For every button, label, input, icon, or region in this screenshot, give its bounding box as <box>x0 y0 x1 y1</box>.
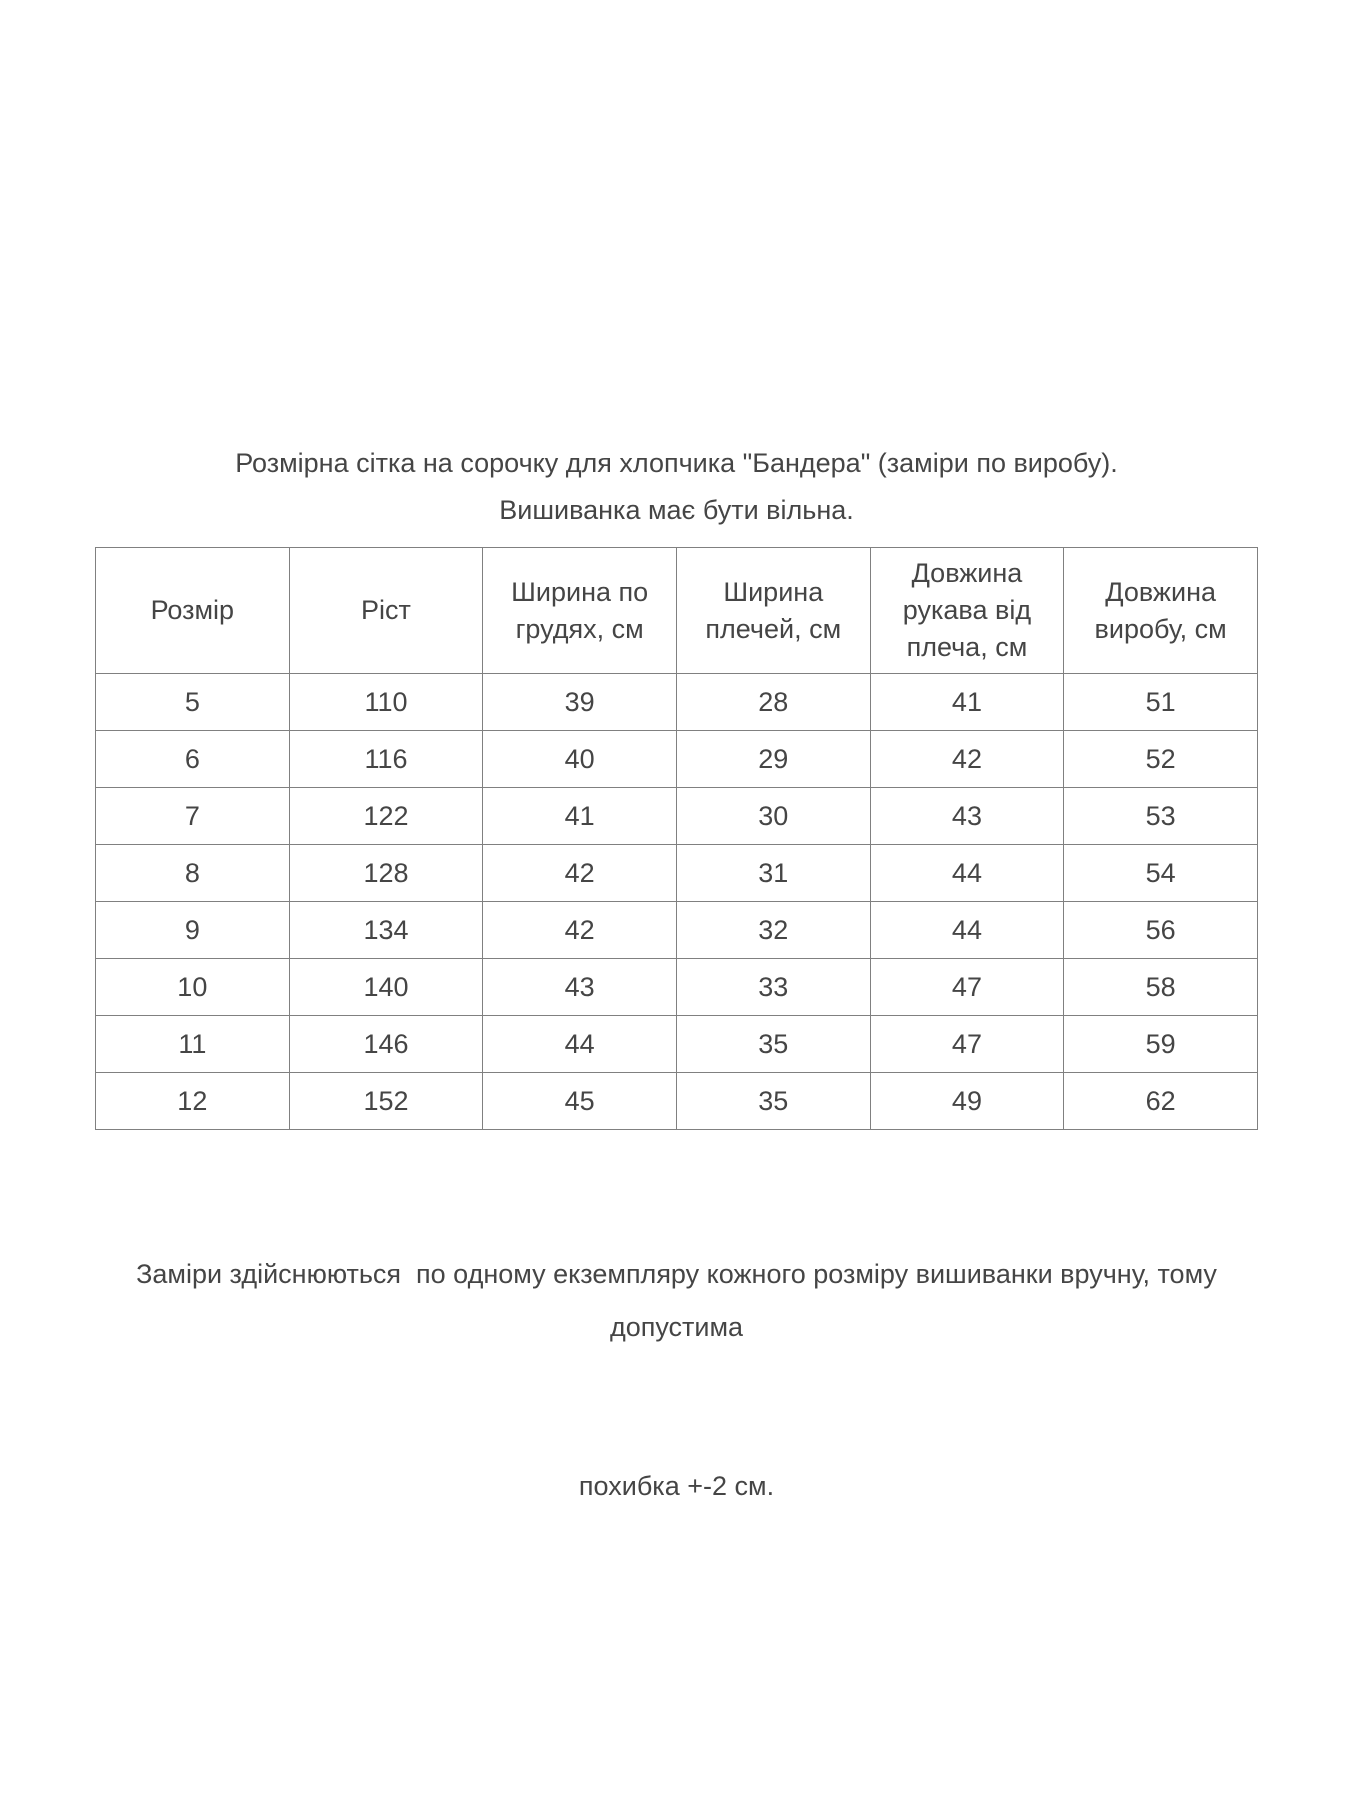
cell-height: 116 <box>289 731 483 788</box>
header-line: Розмір <box>150 595 235 625</box>
cell-sleeve-length: 43 <box>870 788 1064 845</box>
cell-size: 6 <box>96 731 290 788</box>
measurement-note <box>95 1142 1258 1619</box>
header-line: плеча, см <box>906 632 1028 662</box>
header-product-length <box>1064 548 1258 674</box>
header-line: Довжина <box>1105 576 1216 607</box>
cell-sleeve-length: 47 <box>870 959 1064 1016</box>
cell-chest-width: 40 <box>483 731 677 788</box>
title-line-1: Розмірна сітка на сорочку для хлопчика "Бандера" (заміри по виробу). <box>235 448 1118 478</box>
cell-size: 5 <box>96 674 290 731</box>
cell-height: 146 <box>289 1016 483 1073</box>
header-line: плечей, см <box>705 613 842 644</box>
header-shoulder-width <box>676 548 870 674</box>
cell-product-length: 51 <box>1064 674 1258 731</box>
table-row <box>96 674 1258 731</box>
title-line-2: Вишиванка має бути вільна. <box>499 495 854 525</box>
cell-size: 10 <box>96 959 290 1016</box>
header-line: Довжина <box>911 558 1023 588</box>
table-row <box>96 788 1258 845</box>
cell-sleeve-length: 41 <box>870 674 1064 731</box>
header-height <box>289 548 483 674</box>
cell-shoulder-width: 29 <box>676 731 870 788</box>
table-row <box>96 731 1258 788</box>
cell-product-length: 53 <box>1064 788 1258 845</box>
table-row <box>96 845 1258 902</box>
cell-shoulder-width: 28 <box>676 674 870 731</box>
cell-sleeve-length: 49 <box>870 1073 1064 1130</box>
header-line: рукава від <box>902 595 1032 625</box>
cell-chest-width: 45 <box>483 1073 677 1130</box>
cell-chest-width: 44 <box>483 1016 677 1073</box>
cell-product-length: 58 <box>1064 959 1258 1016</box>
cell-product-length: 59 <box>1064 1016 1258 1073</box>
table-row <box>96 1073 1258 1130</box>
cell-shoulder-width: 33 <box>676 959 870 1016</box>
cell-height: 128 <box>289 845 483 902</box>
cell-chest-width: 39 <box>483 674 677 731</box>
cell-shoulder-width: 31 <box>676 845 870 902</box>
page-content <box>95 0 1258 1619</box>
header-line: Ширина по <box>511 576 649 607</box>
cell-size: 9 <box>96 902 290 959</box>
note-line-1: Заміри здійснюються по одному екземпляру кожного розміру вишиванки вручну, тому допустима <box>136 1259 1225 1342</box>
cell-height: 152 <box>289 1073 483 1130</box>
header-sleeve-length <box>870 548 1064 674</box>
table-row <box>96 902 1258 959</box>
note-line-2: похибка +-2 см. <box>578 1471 775 1501</box>
cell-size: 7 <box>96 788 290 845</box>
cell-chest-width: 43 <box>483 959 677 1016</box>
page-title <box>95 440 1258 534</box>
table-row <box>96 1016 1258 1073</box>
cell-size: 8 <box>96 845 290 902</box>
size-chart-header <box>96 548 1258 674</box>
cell-sleeve-length: 44 <box>870 902 1064 959</box>
table-row <box>96 959 1258 1016</box>
cell-chest-width: 41 <box>483 788 677 845</box>
cell-chest-width: 42 <box>483 845 677 902</box>
cell-sleeve-length: 47 <box>870 1016 1064 1073</box>
cell-height: 110 <box>289 674 483 731</box>
cell-size: 11 <box>96 1016 290 1073</box>
cell-product-length: 54 <box>1064 845 1258 902</box>
cell-chest-width: 42 <box>483 902 677 959</box>
cell-product-length: 56 <box>1064 902 1258 959</box>
header-line: Ширина <box>723 576 824 607</box>
cell-size: 12 <box>96 1073 290 1130</box>
cell-height: 122 <box>289 788 483 845</box>
cell-height: 134 <box>289 902 483 959</box>
cell-height: 140 <box>289 959 483 1016</box>
header-line: Ріст <box>361 595 411 625</box>
cell-shoulder-width: 30 <box>676 788 870 845</box>
cell-product-length: 62 <box>1064 1073 1258 1130</box>
header-chest-width <box>483 548 677 674</box>
cell-sleeve-length: 42 <box>870 731 1064 788</box>
cell-sleeve-length: 44 <box>870 845 1064 902</box>
header-line: виробу, см <box>1094 613 1227 644</box>
size-chart-table <box>95 547 1258 1130</box>
header-size <box>96 548 290 674</box>
size-chart-body <box>96 674 1258 1130</box>
cell-product-length: 52 <box>1064 731 1258 788</box>
header-line: грудях, см <box>515 613 644 644</box>
cell-shoulder-width: 35 <box>676 1016 870 1073</box>
table-header-row <box>96 548 1258 674</box>
cell-shoulder-width: 35 <box>676 1073 870 1130</box>
cell-shoulder-width: 32 <box>676 902 870 959</box>
